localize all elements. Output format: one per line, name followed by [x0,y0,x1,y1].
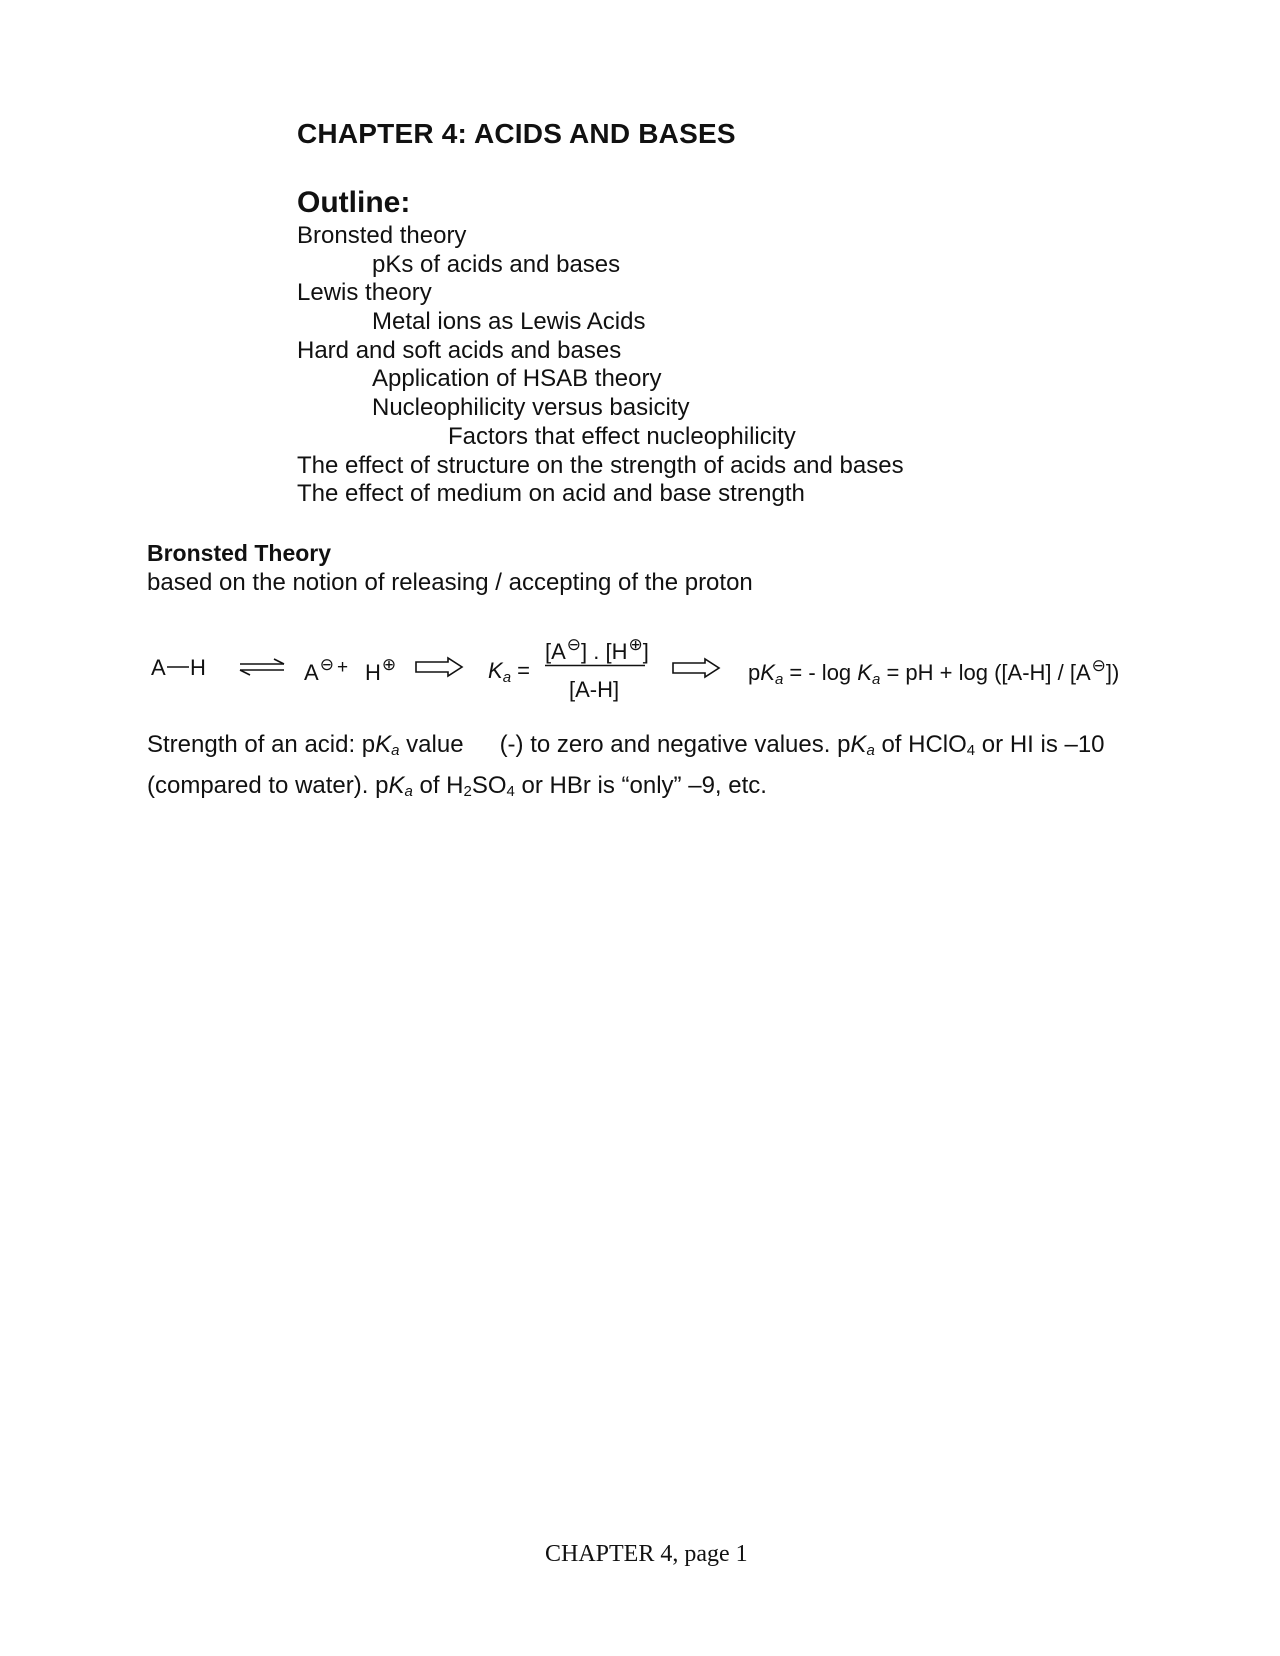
plus-charge-icon: ⊕ [628,635,643,654]
minus-charge-icon: ⊖ [566,635,582,654]
outline-item: Hard and soft acids and bases [297,336,622,364]
page-footer: CHAPTER 4, page 1 [545,1541,748,1567]
outline-item: Lewis theory [297,279,432,307]
product-a: A [304,660,319,685]
outline-heading: Outline: [297,186,411,219]
outline-item: pKs of acids and bases [372,250,621,278]
ka-denominator: [A-H] [569,677,620,702]
outline-item: Factors that effect nucleophilicity [448,422,796,450]
outline-item: The effect of structure on the strength of acids and bases [297,451,904,479]
bond-line [167,665,189,669]
implies-arrow-icon [414,656,464,678]
implies-arrow-icon [671,657,721,679]
outline-list [297,222,904,509]
reactant-a: A [151,655,166,680]
minus-charge-icon: ⊖ [319,655,334,674]
product-h: H [365,660,381,685]
product-cation [365,655,396,686]
ka-label: $K_a$ = [488,658,531,686]
strength-line-2: (compared to water). $pK_a$ of $H_2SO_4$ or HBr is “only” –9, etc. [147,772,767,800]
strength-paragraph [147,727,1167,809]
minus-charge-icon: ⊖ [1091,656,1106,675]
outline-item: The effect of medium on acid and base strength [297,480,805,508]
reactant-h: H [190,655,206,680]
ka-numerator: [A⊖] . [H⊕] [545,635,649,664]
chapter-title: CHAPTER 4: ACIDS AND BASES [297,118,736,149]
product-anion [304,655,334,686]
pka-expression: $pK_a$ = - $\log K_a$ = pH + log ([A-H] / [A⊖]) [748,656,1120,688]
outline-item: Application of HSAB theory [372,365,662,393]
strength-line-1: Strength of an acid: $pK_a$ value (-) to zero and negative values. $pK_a$ of HClO$_4$ or HI is –10 [147,731,1105,759]
plus-charge-icon: ⊕ [381,655,397,674]
outline-item: Nucleophilicity versus basicity [372,394,690,422]
fraction-bar [545,664,645,667]
section-heading: Bronsted Theory [147,540,332,566]
section-subtitle: based on the notion of releasing / accepting of the proton [147,569,753,596]
plus-sign: + [337,657,349,678]
outline-item: Bronsted theory [297,222,467,249]
equilibrium-arrow-icon [238,657,286,677]
outline-item: Metal ions as Lewis Acids [372,308,646,336]
